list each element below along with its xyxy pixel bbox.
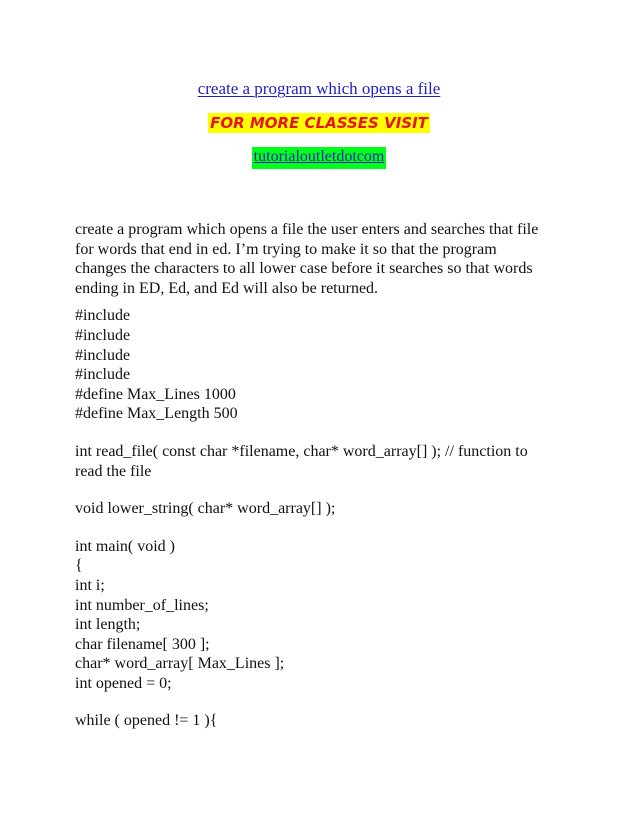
- paragraph-gap: [75, 481, 575, 499]
- title-link[interactable]: create a program which opens a file: [197, 79, 441, 98]
- intro-line: for words that end in ed. I’m trying to make it so that the program: [75, 240, 497, 258]
- promo-text: FOR MORE CLASSES VISIT: [210, 114, 428, 132]
- code-line: #include: [75, 366, 131, 384]
- paragraph-gap: [75, 424, 575, 442]
- site-link[interactable]: tutorialoutletdotcom: [252, 147, 387, 169]
- site-heading: [0, 146, 638, 168]
- code-line: char* word_array[ Max_Lines ];: [75, 655, 285, 673]
- paragraph-gap: [75, 519, 575, 537]
- promo-heading: [0, 113, 638, 133]
- code-line: int length;: [75, 616, 141, 634]
- code-line: int read_file( const char *filename, char* word_array[] ); // function to: [75, 442, 528, 460]
- code-line: #include: [75, 307, 131, 325]
- document-body: [75, 220, 575, 731]
- code-line: int i;: [75, 576, 105, 594]
- code-line: #include: [75, 346, 131, 364]
- code-line: int main( void ): [75, 537, 175, 555]
- paragraph-gap: [75, 298, 575, 306]
- code-line: void lower_string( char* word_array[] );: [75, 500, 336, 518]
- code-line: read the file: [75, 462, 152, 480]
- intro-line: create a program which opens a file the user enters and searches that file: [75, 221, 539, 238]
- code-line: #define Max_Length 500: [75, 405, 238, 423]
- intro-line: changes the characters to all lower case before it searches so that words: [75, 260, 533, 278]
- code-line: {: [75, 557, 83, 575]
- code-line: #define Max_Lines 1000: [75, 385, 236, 403]
- intro-line: ending in ED, Ed, and Ed will also be returned.: [75, 279, 379, 297]
- code-line: char filename[ 300 ];: [75, 635, 210, 653]
- title-heading: [0, 78, 638, 100]
- code-line: int opened = 0;: [75, 674, 172, 692]
- code-line: int number_of_lines;: [75, 596, 209, 614]
- code-line: #include: [75, 326, 131, 344]
- code-line: while ( opened != 1 ){: [75, 712, 218, 730]
- paragraph-gap: [75, 693, 575, 711]
